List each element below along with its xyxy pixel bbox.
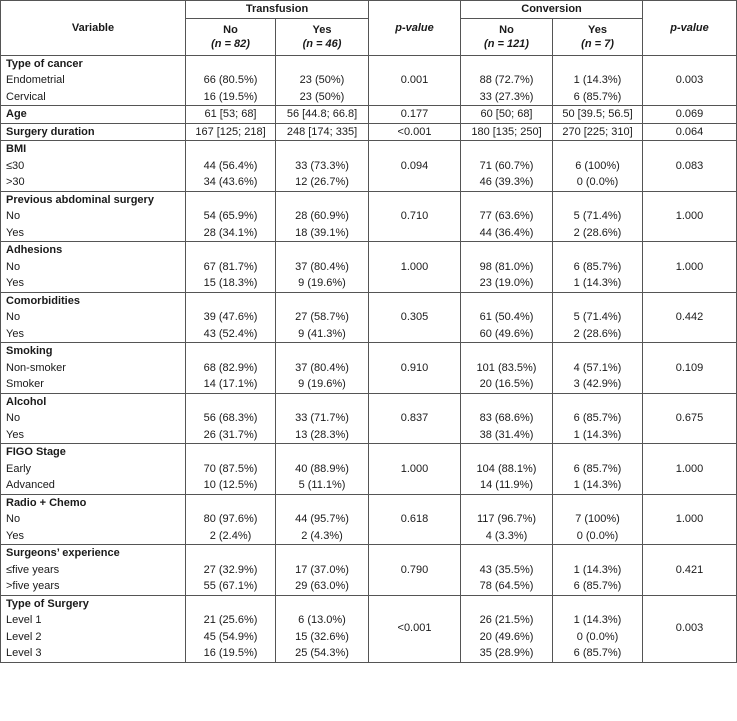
cell-value: 28 (34.1%) (203, 226, 258, 239)
group-title: Type of cancer (6, 57, 83, 70)
pvalue-conversion-cell: 0.069 (643, 106, 737, 124)
cell-value: 17 (37.0%) (295, 563, 349, 576)
pvalue-transfusion-cell: <0.001 (369, 123, 461, 141)
cell-value: 6 (85.7%) (573, 647, 622, 659)
transfusion-yes-cell (276, 106, 369, 124)
row-label: Yes (6, 428, 24, 441)
cell-value: 61 [53; 68] (204, 108, 257, 120)
cell-value: 1 (14.3%) (573, 74, 622, 86)
cell-value: 78 (64.5%) (479, 580, 534, 592)
table-header (1, 1, 737, 56)
transfusion-no-cell (186, 545, 276, 596)
cell-value: 6 (85.7%) (573, 412, 622, 424)
cell-value: 2 (2.4%) (209, 529, 252, 542)
transfusion-no-cell (186, 292, 276, 343)
pvalue-conversion-cell: 0.064 (643, 123, 737, 141)
cell-value: 33 (71.7%) (295, 412, 349, 424)
conversion-yes-cell (553, 444, 643, 495)
variable-cell (1, 595, 186, 662)
conversion-no-cell (461, 106, 553, 124)
cell-value: 1 (14.3%) (573, 479, 622, 491)
table-row (1, 292, 737, 343)
transfusion-no-cell (186, 242, 276, 293)
pvalue-conversion-cell: 0.675 (643, 393, 737, 444)
cell-value: 101 (83.5%) (476, 361, 537, 374)
group-title: Comorbidities (6, 294, 80, 307)
cell-value: 1 (14.3%) (573, 428, 622, 441)
transfusion-yes-cell (276, 545, 369, 596)
header-transfusion-yes (276, 18, 369, 55)
row-label: Yes (6, 327, 24, 340)
header-transfusion: Transfusion (186, 1, 369, 19)
variable-cell (1, 545, 186, 596)
conversion-no-cell (461, 595, 553, 662)
cell-value: 29 (63.0%) (295, 580, 349, 592)
cell-value: 1 (14.3%) (573, 563, 622, 576)
cell-value: 5 (71.4%) (573, 311, 622, 323)
transfusion-no-cell (186, 444, 276, 495)
group-title: Smoking (6, 345, 53, 357)
conversion-no-cell (461, 393, 553, 444)
header-conversion-no-label: No (499, 23, 514, 36)
table-row (1, 123, 737, 141)
transfusion-no-cell (186, 106, 276, 124)
row-label: Yes (6, 277, 24, 289)
cell-value: 35 (28.9%) (479, 647, 534, 659)
table-row (1, 393, 737, 444)
row-label: ≤30 (6, 159, 25, 172)
cell-value: 38 (31.4%) (479, 428, 534, 441)
pvalue-conversion-cell: 1.000 (643, 242, 737, 293)
table-row (1, 545, 737, 596)
conversion-yes-cell (553, 545, 643, 596)
cell-value: 34 (43.6%) (203, 176, 258, 188)
row-label: Yes (6, 226, 24, 239)
pvalue-transfusion-cell: 0.305 (369, 292, 461, 343)
cell-value: 6 (13.0%) (298, 614, 346, 626)
cell-value: 28 (60.9%) (295, 210, 349, 222)
cell-value: 167 [125; 218] (195, 125, 266, 138)
conversion-yes-cell (553, 595, 643, 662)
cell-value: 16 (19.5%) (203, 647, 258, 659)
row-label: No (6, 513, 21, 525)
conversion-yes-cell (553, 292, 643, 343)
conversion-yes-cell (553, 123, 643, 141)
cell-value: 23 (50%) (299, 74, 345, 86)
cell-value: 180 [135; 250] (471, 125, 542, 138)
cell-value: 77 (63.6%) (479, 210, 534, 222)
row-label: Early (6, 462, 32, 475)
cell-value: 44 (56.4%) (203, 159, 258, 172)
conversion-no-cell (461, 343, 553, 394)
conversion-no-cell (461, 191, 553, 242)
cell-value: 23 (19.0%) (479, 277, 534, 289)
header-variable: Variable (1, 1, 186, 56)
transfusion-yes-cell (276, 343, 369, 394)
row-label: Level 3 (6, 647, 42, 659)
cell-value: 14 (11.9%) (480, 479, 533, 491)
table-row (1, 141, 737, 192)
group-title: Previous abdominal surgery (6, 193, 154, 206)
cell-value: 67 (81.7%) (203, 260, 258, 273)
pvalue-conversion-cell: 0.083 (643, 141, 737, 192)
transfusion-yes-cell (276, 242, 369, 293)
variable-cell (1, 141, 186, 192)
transfusion-no-cell (186, 343, 276, 394)
pvalue-transfusion-cell: 0.001 (369, 55, 461, 106)
transfusion-no-cell (186, 393, 276, 444)
conversion-no-cell (461, 141, 553, 192)
cell-value: 9 (41.3%) (298, 327, 346, 340)
cell-value: 56 (68.3%) (203, 412, 258, 424)
cell-value: 83 (68.6%) (479, 412, 534, 424)
table-body (1, 55, 737, 662)
header-transfusion-no (186, 18, 276, 55)
row-label: No (6, 260, 21, 273)
cell-value: 1 (14.3%) (573, 277, 622, 289)
variable-cell (1, 191, 186, 242)
header-pvalue-conversion: p-value (643, 1, 737, 56)
table-row (1, 242, 737, 293)
transfusion-yes-cell (276, 123, 369, 141)
transfusion-yes-cell (276, 393, 369, 444)
cell-value: 117 (96.7%) (476, 513, 537, 525)
conversion-no-cell (461, 123, 553, 141)
cell-value: 44 (95.7%) (295, 513, 349, 525)
header-transfusion-yes-n: (n = 46) (302, 37, 342, 50)
cell-value: 1 (14.3%) (573, 614, 622, 626)
header-transfusion-yes-label: Yes (312, 23, 332, 36)
cell-value: 0 (0.0%) (576, 176, 619, 188)
variable-cell (1, 444, 186, 495)
cell-value: 4 (3.3%) (485, 529, 528, 542)
cell-value: 71 (60.7%) (479, 159, 534, 172)
conversion-yes-cell (553, 343, 643, 394)
row-label: No (6, 311, 21, 323)
row-label: Yes (6, 529, 24, 542)
conversion-yes-cell (553, 55, 643, 106)
cell-value: 2 (28.6%) (573, 226, 622, 239)
pvalue-transfusion-cell: 0.910 (369, 343, 461, 394)
cell-value: 12 (26.7%) (295, 176, 349, 188)
transfusion-no-cell (186, 55, 276, 106)
pvalue-conversion-cell: 1.000 (643, 191, 737, 242)
variable-cell (1, 106, 186, 124)
cell-value: 37 (80.4%) (295, 260, 349, 273)
group-title: Adhesions (6, 244, 63, 256)
cell-value: 4 (57.1%) (573, 361, 622, 374)
transfusion-yes-cell (276, 292, 369, 343)
cell-value: 23 (50%) (299, 90, 345, 103)
cell-value: 33 (27.3%) (479, 90, 534, 103)
group-title: FIGO Stage (6, 446, 66, 458)
cell-value: 7 (100%) (575, 513, 620, 525)
pvalue-transfusion-cell: <0.001 (369, 595, 461, 662)
transfusion-no-cell (186, 494, 276, 545)
cell-value: 20 (16.5%) (479, 378, 534, 390)
header-conversion-yes-n: (n = 7) (581, 37, 614, 50)
cell-value: 104 (88.1%) (476, 462, 537, 475)
cell-value: 21 (25.6%) (203, 614, 258, 626)
conversion-yes-cell (553, 106, 643, 124)
table-row (1, 191, 737, 242)
cell-value: 2 (4.3%) (301, 529, 343, 542)
row-label: Smoker (6, 378, 44, 390)
transfusion-yes-cell (276, 494, 369, 545)
cell-value: 43 (35.5%) (479, 563, 534, 576)
cell-value: 10 (12.5%) (203, 479, 258, 491)
cell-value: 6 (85.7%) (573, 462, 622, 475)
cell-value: 56 [44.8; 66.8] (286, 108, 358, 120)
cell-value: 60 (49.6%) (479, 327, 534, 340)
conversion-yes-cell (553, 393, 643, 444)
cell-value: 0 (0.0%) (576, 630, 619, 643)
pvalue-conversion-cell: 0.442 (643, 292, 737, 343)
cell-value: 20 (49.6%) (479, 630, 534, 643)
cell-value: 3 (42.9%) (573, 378, 622, 390)
variable-cell (1, 393, 186, 444)
pvalue-conversion-cell: 0.109 (643, 343, 737, 394)
cell-value: 33 (73.3%) (295, 159, 349, 172)
group-title: BMI (6, 143, 27, 155)
variable-cell (1, 343, 186, 394)
variable-cell (1, 123, 186, 141)
transfusion-no-cell (186, 191, 276, 242)
cell-value: 9 (19.6%) (298, 277, 346, 289)
conversion-yes-cell (553, 494, 643, 545)
transfusion-no-cell (186, 595, 276, 662)
header-transfusion-no-label: No (223, 23, 238, 36)
cell-value: 16 (19.5%) (203, 90, 258, 103)
cell-value: 44 (36.4%) (479, 226, 534, 239)
table-row (1, 55, 737, 106)
pvalue-transfusion-cell: 1.000 (369, 242, 461, 293)
cell-value: 9 (19.6%) (298, 378, 346, 390)
group-title: Type of Surgery (6, 597, 89, 610)
pvalue-conversion-cell: 0.003 (643, 55, 737, 106)
variable-cell (1, 292, 186, 343)
variable-cell (1, 55, 186, 106)
cell-value: 13 (28.3%) (295, 428, 349, 441)
cell-value: 5 (71.4%) (573, 210, 622, 222)
header-conversion: Conversion (461, 1, 643, 19)
conversion-no-cell (461, 292, 553, 343)
group-title: Radio + Chemo (6, 496, 87, 509)
row-label: Cervical (6, 90, 46, 103)
transfusion-no-cell (186, 123, 276, 141)
cell-value: 66 (80.5%) (203, 74, 258, 86)
row-label: No (6, 412, 21, 424)
cell-value: 26 (21.5%) (479, 614, 534, 626)
row-label: Level 1 (6, 614, 42, 626)
transfusion-yes-cell (276, 595, 369, 662)
transfusion-yes-cell (276, 191, 369, 242)
cell-value: 6 (85.7%) (573, 260, 622, 273)
cell-value: 45 (54.9%) (203, 630, 258, 643)
cell-value: 61 (50.4%) (479, 311, 534, 323)
conversion-no-cell (461, 545, 553, 596)
table-row (1, 343, 737, 394)
conversion-no-cell (461, 444, 553, 495)
cell-value: 15 (32.6%) (295, 630, 349, 643)
cell-value: 270 [225; 310] (562, 125, 633, 138)
row-label: ≤five years (6, 563, 60, 576)
pvalue-transfusion-cell: 0.618 (369, 494, 461, 545)
transfusion-yes-cell (276, 141, 369, 192)
cell-value: 15 (18.3%) (203, 277, 258, 289)
table-row (1, 494, 737, 545)
variable-cell (1, 242, 186, 293)
cell-value: 18 (39.1%) (295, 226, 349, 239)
table-row (1, 444, 737, 495)
cell-value: 88 (72.7%) (479, 74, 534, 86)
row-label: Endometrial (6, 74, 65, 86)
pvalue-transfusion-cell: 1.000 (369, 444, 461, 495)
pvalue-conversion-cell: 0.421 (643, 545, 737, 596)
cell-value: 55 (67.1%) (203, 580, 258, 592)
pvalue-transfusion-cell: 0.094 (369, 141, 461, 192)
conversion-yes-cell (553, 191, 643, 242)
cell-value: 39 (47.6%) (203, 311, 258, 323)
cell-value: 43 (52.4%) (203, 327, 258, 340)
pvalue-conversion-cell: 1.000 (643, 494, 737, 545)
cell-value: 0 (0.0%) (576, 529, 619, 542)
cell-value: 54 (65.9%) (203, 210, 258, 222)
cell-value: 60 [50; 68] (480, 108, 533, 120)
pvalue-conversion-cell: 0.003 (643, 595, 737, 662)
pvalue-transfusion-cell: 0.177 (369, 106, 461, 124)
header-conversion-no-n: (n = 121) (484, 37, 529, 50)
row-label: Advanced (6, 479, 55, 491)
cell-value: 248 [174; 335] (286, 125, 358, 138)
row-label: Non-smoker (6, 361, 66, 374)
pvalue-transfusion-cell: 0.710 (369, 191, 461, 242)
conversion-no-cell (461, 494, 553, 545)
cell-value: 50 [39.5; 56.5] (562, 108, 633, 120)
conversion-yes-cell (553, 141, 643, 192)
pvalue-conversion-cell: 1.000 (643, 444, 737, 495)
group-title: Age (6, 108, 27, 120)
cell-value: 27 (58.7%) (295, 311, 349, 323)
conversion-yes-cell (553, 242, 643, 293)
row-label: >five years (6, 580, 60, 592)
header-conversion-yes (553, 18, 643, 55)
cell-value: 80 (97.6%) (203, 513, 258, 525)
table-row (1, 595, 737, 662)
cell-value: 46 (39.3%) (479, 176, 534, 188)
conversion-no-cell (461, 55, 553, 106)
variable-cell (1, 494, 186, 545)
pvalue-transfusion-cell: 0.837 (369, 393, 461, 444)
table-row (1, 106, 737, 124)
header-transfusion-no-n: (n = 82) (211, 37, 250, 50)
header-conversion-yes-label: Yes (588, 23, 607, 36)
transfusion-no-cell (186, 141, 276, 192)
cell-value: 26 (31.7%) (203, 428, 258, 441)
cell-value: 98 (81.0%) (479, 260, 534, 273)
cell-value: 6 (100%) (575, 159, 620, 172)
group-title: Surgeons’ experience (6, 547, 120, 559)
cell-value: 5 (11.1%) (298, 479, 346, 491)
cell-value: 25 (54.3%) (295, 647, 349, 659)
cell-value: 6 (85.7%) (573, 90, 622, 103)
row-label: Level 2 (6, 630, 42, 643)
group-title: Surgery duration (6, 125, 95, 138)
cell-value: 14 (17.1%) (203, 378, 258, 390)
cell-value: 40 (88.9%) (295, 462, 349, 475)
cell-value: 37 (80.4%) (295, 361, 349, 374)
conversion-no-cell (461, 242, 553, 293)
cell-value: 6 (85.7%) (573, 580, 622, 592)
header-conversion-no (461, 18, 553, 55)
group-title: Alcohol (6, 395, 47, 408)
row-label: >30 (6, 176, 25, 188)
row-label: No (6, 210, 21, 222)
transfusion-yes-cell (276, 444, 369, 495)
cell-value: 2 (28.6%) (573, 327, 622, 340)
cell-value: 70 (87.5%) (203, 462, 258, 475)
cell-value: 68 (82.9%) (203, 361, 258, 374)
cell-value: 27 (32.9%) (203, 563, 258, 576)
pvalue-transfusion-cell: 0.790 (369, 545, 461, 596)
transfusion-yes-cell (276, 55, 369, 106)
header-pvalue-transfusion: p-value (369, 1, 461, 56)
